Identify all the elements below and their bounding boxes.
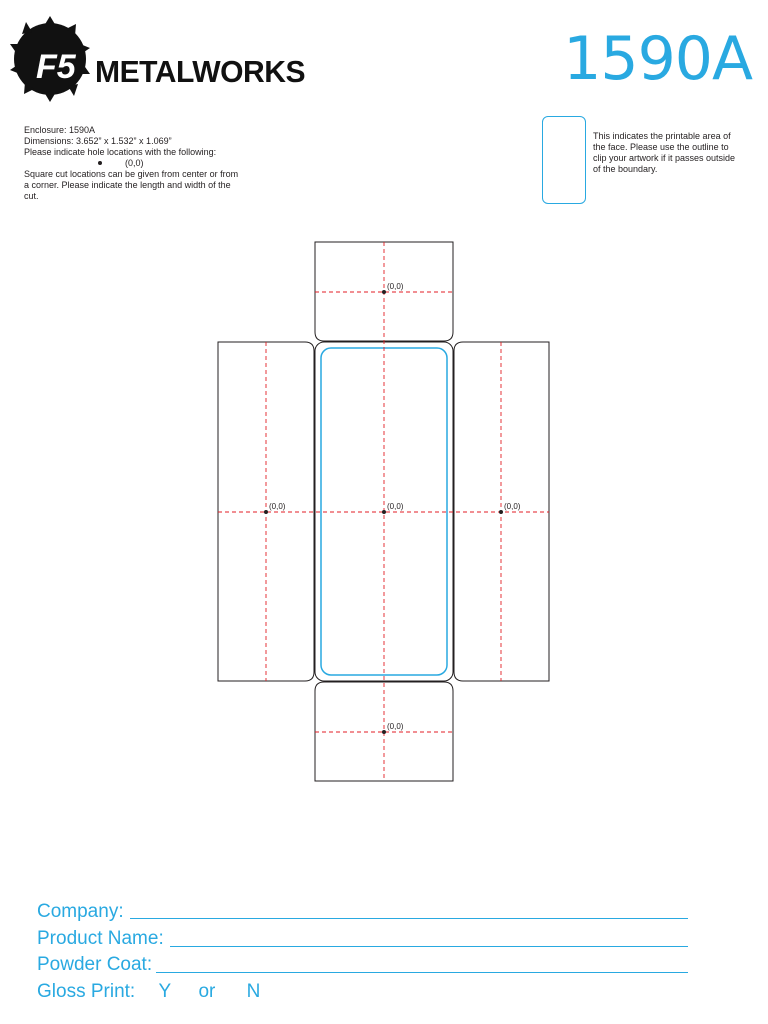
bottom-origin-label: (0,0): [387, 722, 404, 731]
bottom-panel: [315, 682, 453, 781]
product-name-label: Product Name:: [37, 928, 164, 949]
logo-wordmark: METALWORKS: [95, 54, 306, 89]
bottom-origin-dot: [382, 730, 386, 734]
company-label: Company:: [37, 901, 124, 922]
powder-coat-field[interactable]: [156, 972, 688, 973]
powder-coat-label: Powder Coat:: [37, 954, 153, 975]
right-panel: [454, 342, 549, 681]
gloss-print-row: [37, 981, 260, 1003]
enclosure-line: Enclosure: 1590A: [24, 125, 96, 135]
hole-dot-icon: [98, 161, 102, 165]
left-panel: [218, 342, 314, 681]
face-panel: [315, 342, 453, 681]
square-cut-note: Square cut locations can be given from center or from a corner. Please indicate the length and width of the cut.: [24, 169, 239, 201]
gloss-print-label: Gloss Print:: [37, 981, 136, 1002]
face-origin-label: (0,0): [387, 502, 404, 511]
right-origin-label: (0,0): [504, 502, 521, 511]
printable-area-swatch: [542, 116, 586, 204]
gloss-or-text: or: [198, 981, 216, 1002]
dimensions-line: Dimensions: 3.652” x 1.532” x 1.069”: [24, 136, 172, 146]
hole-instruction: Please indicate hole locations with the following:: [24, 147, 217, 157]
top-panel: [315, 242, 453, 341]
hole-example-label: (0,0): [125, 158, 144, 168]
product-name-field[interactable]: [170, 946, 688, 947]
top-origin-label: (0,0): [387, 282, 404, 291]
top-origin-dot: [382, 290, 386, 294]
left-origin-label: (0,0): [269, 502, 286, 511]
printable-area-legend: This indicates the printable area of the face. Please use the outline to clip your artwork if it passes outside of the boundary.: [593, 131, 736, 174]
right-origin-dot: [499, 510, 503, 514]
printable-area-outline: [321, 348, 447, 675]
left-origin-dot: [264, 510, 268, 514]
face-origin-dot: [382, 510, 386, 514]
enclosure-info: [24, 125, 239, 202]
company-field[interactable]: [130, 918, 688, 919]
hole-example: [24, 158, 239, 169]
gloss-yes-option[interactable]: Y: [158, 981, 172, 1002]
logo-mark: F5: [36, 48, 76, 86]
model-number: 1590A: [563, 24, 752, 94]
gloss-no-option[interactable]: N: [246, 981, 261, 1002]
